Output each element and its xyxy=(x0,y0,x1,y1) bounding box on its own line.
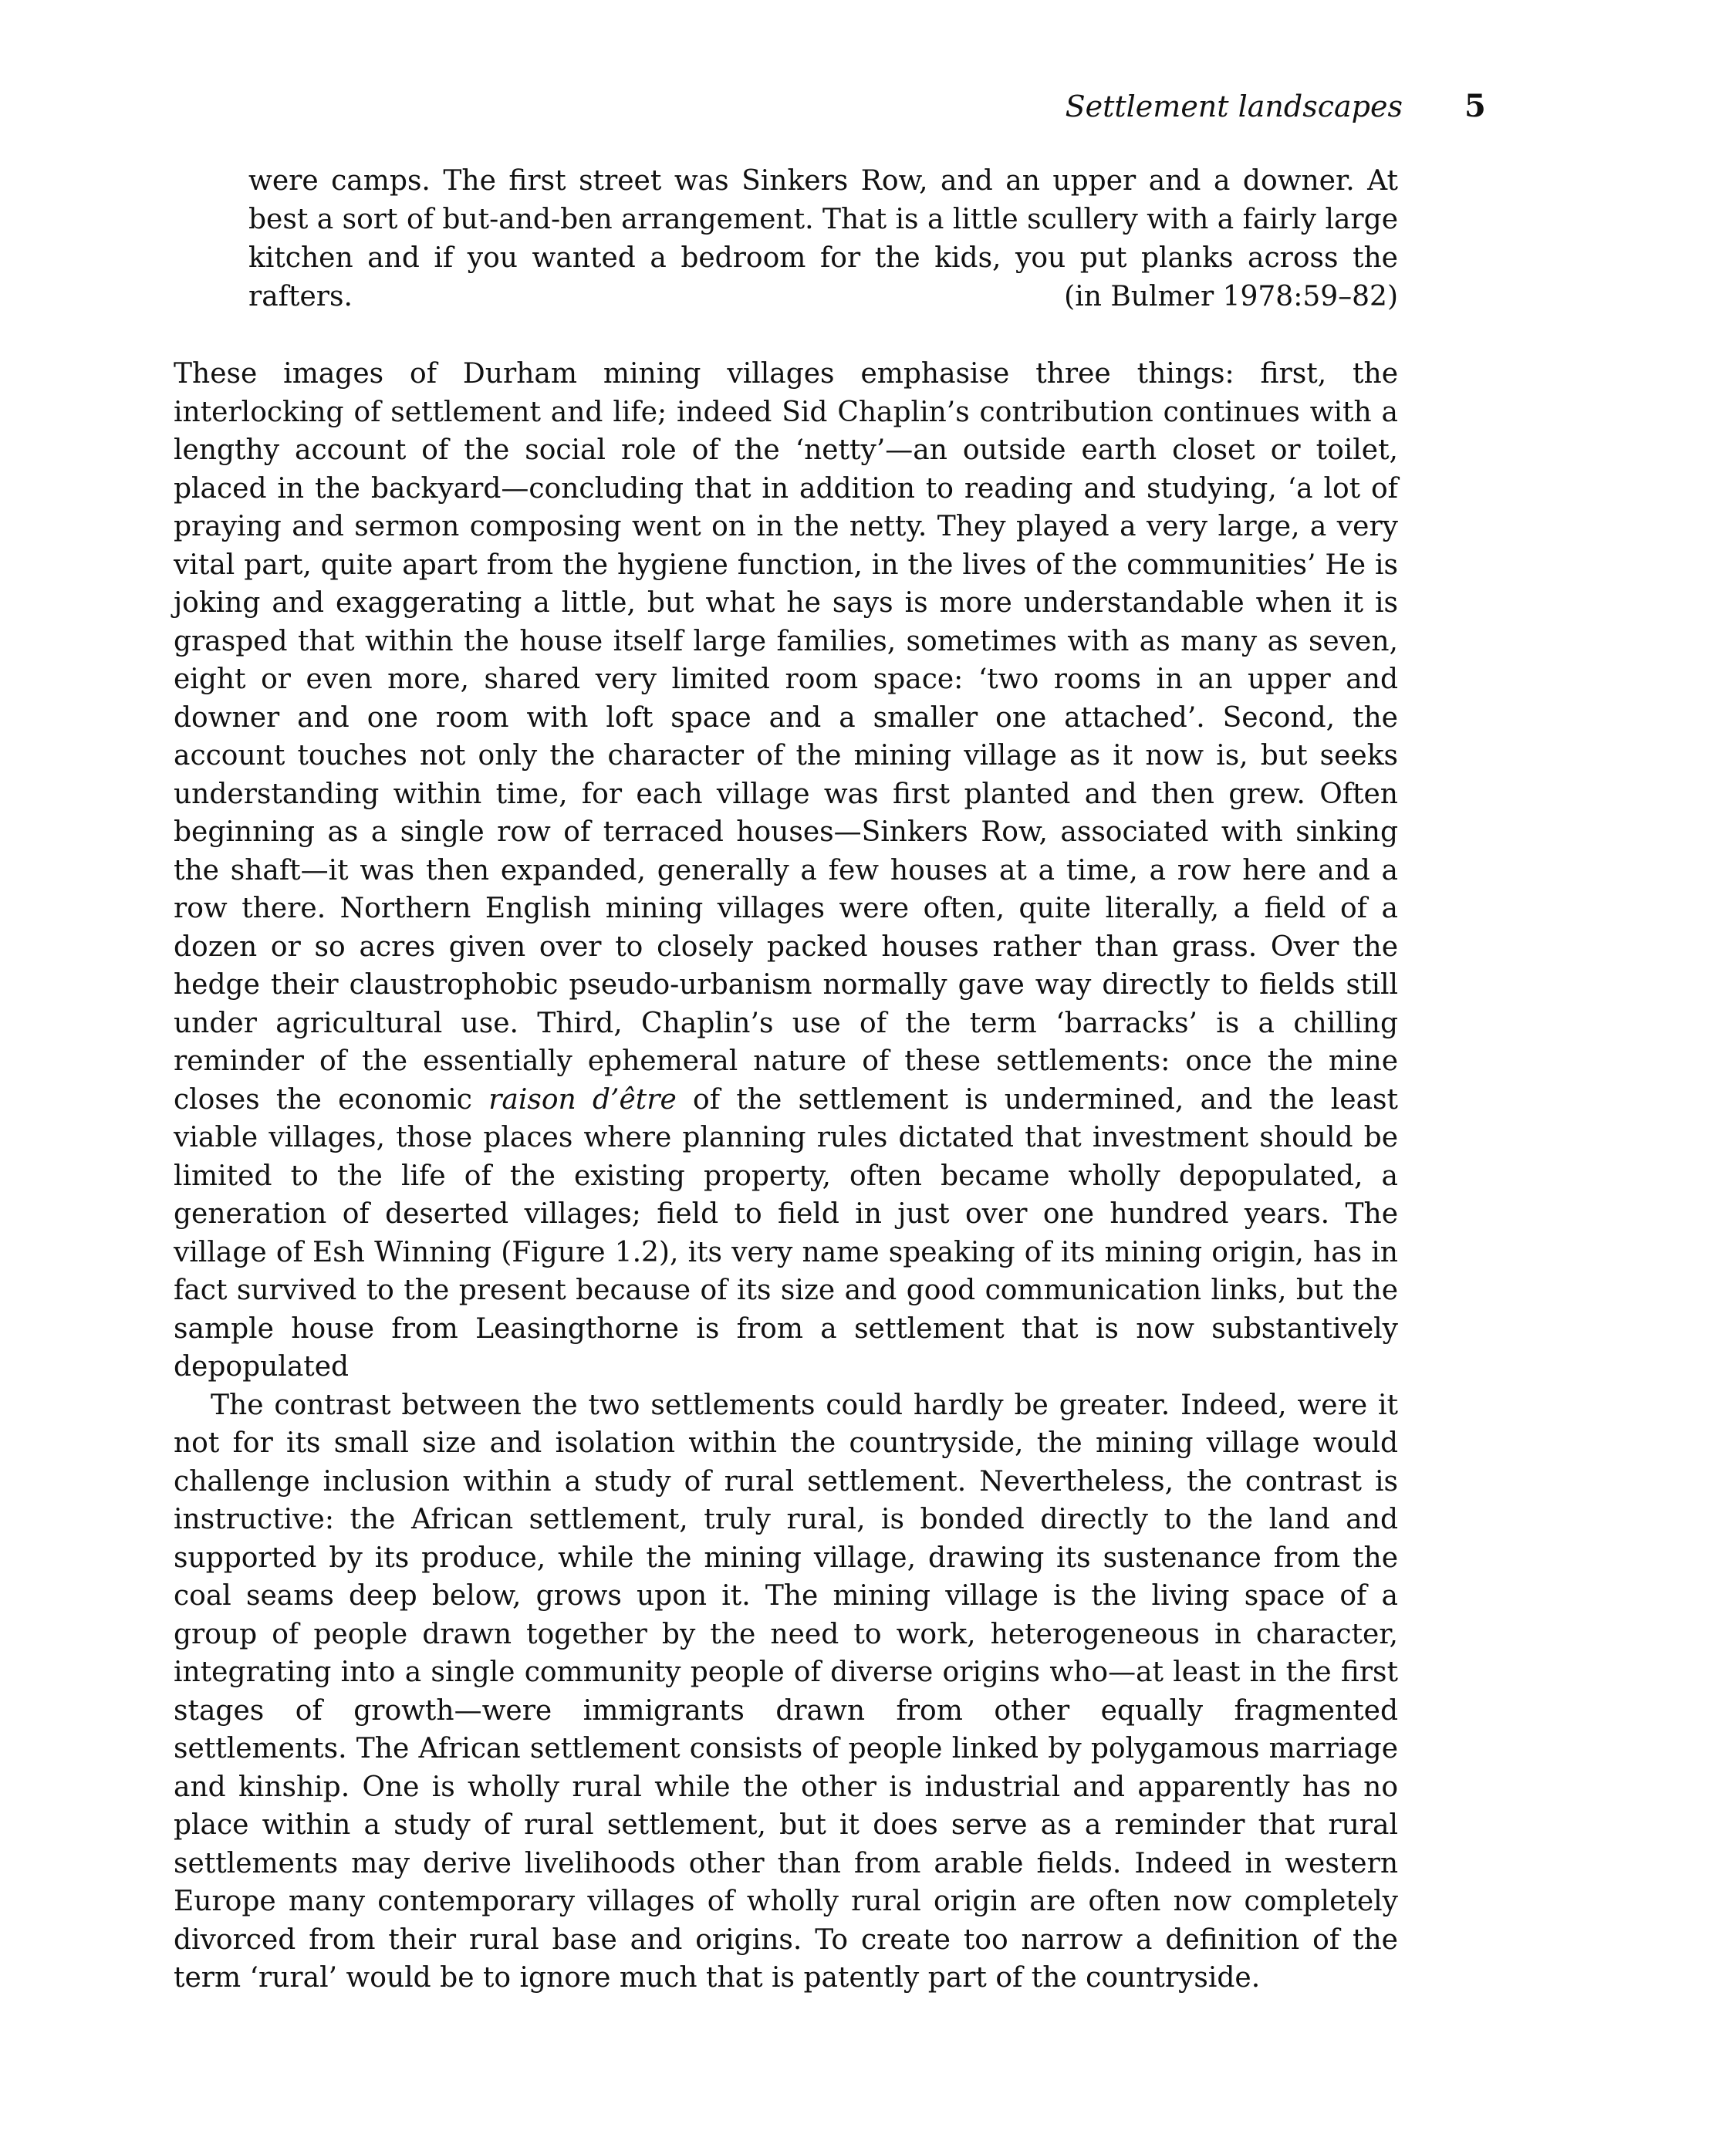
paragraph-2: The contrast between the two settlements could hardly be greater. Indeed, were it not for its small size and isolation within the countryside, the mining village would challenge inclusion within a study of rural settlement. Nevertheless, the contrast is instructive: the African settlement, truly rural, is bonded directly to the land and supported by its produce, while the mining village, drawing its sustenance from the coal seams deep below, grows upon it. The mining village is the living space of a group of people drawn together by the need to work, heterogeneous in character, integrating into a single community people of diverse origins who—at least in the first stages of growth—were immigrants drawn from other equally fragmented settlements. The African settlement consists of people linked by polygamous marriage and kinship. One is wholly rural while the other is industrial and apparently has no place within a study of rural settlement, but it does serve as a reminder that rural settlements may derive livelihoods other than from arable fields. Indeed in western Europe many contemporary villages of wholly rural origin are often now completely divorced from their rural base and origins. To create too narrow a definition of the term ‘rural’ would be to ignore much that is patently part of the countryside. xyxy=(174,1389,1398,1994)
paragraph-1-italic-phrase: raison d’être xyxy=(488,1083,677,1116)
running-head xyxy=(0,83,1736,130)
body-text xyxy=(174,355,1398,1997)
paragraph-1 xyxy=(174,355,1398,1386)
quote-citation: (in Bulmer 1978:59–82) xyxy=(1064,281,1398,312)
paragraph-1-text-a: These images of Durham mining villages emphasise three things: first, the interlocking of settlement and life; indeed Sid Chaplin’s contribution continues with a lengthy account of the social role of the ‘netty’—an outside earth closet or toilet, placed in the backyard—concluding that in addition to reading and studying, ‘a lot of praying and sermon composing went on in the netty. They played a very large, a very vital part, quite apart from the hygiene function, in the lives of the communities’ He is joking and exaggerating a little, but what he says is more understandable when it is grasped that within the house itself large families, sometimes with as many as seven, eight or even more, shared very limited room space: ‘two rooms in an upper and downer and one room with loft space and a smaller one attached’. Second, the account touches not only the character of the mining village as it now is, but seeks understanding within time, for each village was first planted and then grew. Often beginning as a single row of terraced houses—Sinkers Row, associated with sinking the shaft—it was then expanded, generally a few houses at a time, a row here and a row there. Northern English mining villages were often, quite literally, a field of a dozen or so acres given over to closely packed houses rather than grass. Over the hedge their claustrophobic pseudo-urbanism normally gave way directly to fields still under agricultural use. Third, Chaplin’s use of the term ‘barracks’ is a chilling reminder of the essentially ephemeral nature of these settlements: once the mine closes the economic xyxy=(174,358,1398,1116)
paragraph-1-text-b: of the settlement is undermined, and the least viable villages, those places where planning rules dictated that investment should be limited to the life of the existing property, often became wholly depopulated, a generation of deserted villages; field to field in just over one hundred years. The village of Esh Winning (Figure 1.2), its very name speaking of its mining origin, has in fact survived to the present because of its size and good communication links, but the sample house from Leasingthorne is from a settlement that is now substantively depopulated xyxy=(174,1083,1398,1383)
quote-text: were camps. The first street was Sinkers Row, and an upper and a downer. At best a sort of but-and-ben arrangement. That is a little scullery with a fairly large kitchen and if you wanted a bedroom for the kids, you put planks across the rafters. xyxy=(248,165,1398,312)
page-number: 5 xyxy=(1464,88,1486,124)
running-title: Settlement landscapes xyxy=(1065,89,1403,123)
